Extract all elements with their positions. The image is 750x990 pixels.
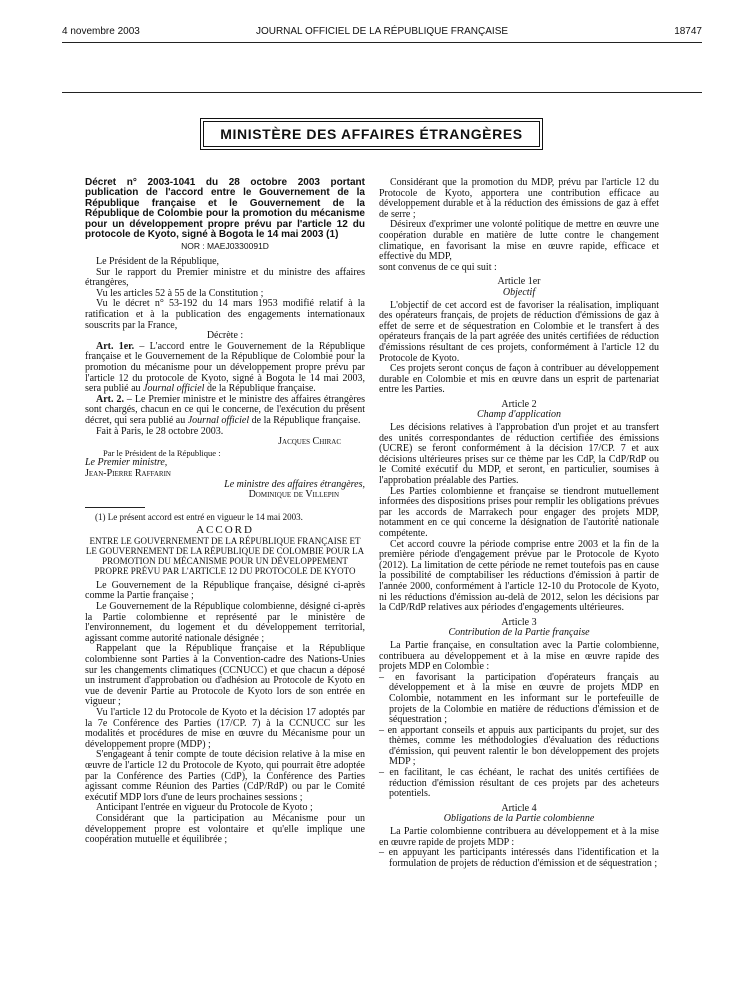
paragraph: Cet accord couvre la période comprise entre 2003 et la fin de la première période d'engagement prévue par le Protocole de Kyoto (2012). La limitation de cette période ne remet toutefois pas en cause la possibilité de comptabiliser les réductions d'émission à partir de l'année 2000, conformément à l'article 12-10 du Protocole de Kyoto, ni les réductions d'émission au-delà de 2012, selon les décisions par la CdP/RdP relatives aux périodes d'engagements ultérieures. (379, 538, 659, 614)
list-item: – en apportant conseils et appuis aux participants du projet, sur des thèmes, comme les méthodologies d'évaluation des réductions d'émission, qui peuvent ralentir le bon développement des projets MDP ; (379, 724, 659, 768)
journal-officiel-ref: Journal officiel (187, 414, 250, 426)
paragraph: La Partie colombienne contribuera au développement et à la mise en œuvre rapide de projets MDP : (379, 826, 659, 848)
done-at: Fait à Paris, le 28 octobre 2003. (96, 425, 224, 437)
article-3-subtitle: Contribution de la Partie française (448, 627, 590, 639)
list-item: – en appuyant les participants intéressés dans l'identification et la formulation de projets de réduction d'émission et de séquestration ; (379, 847, 659, 869)
article-2-heading: Article 2 (501, 398, 537, 410)
nor-reference: NOR : MAEJ0330091D (181, 241, 269, 252)
by-the-president: Par le Président de la République : (103, 447, 221, 458)
section-rule (62, 92, 702, 93)
decrete-heading: Décrète : (206, 330, 244, 342)
right-column (379, 178, 659, 869)
paragraph: Vu l'article 12 du Protocole de Kyoto et la décision 17 adoptés par la 7e Conférence des Parties (17/CP. 7) à la CCNUCC sur les modalités et procédures de mise en œuvre du Mécanisme pour un développement propre (MDP) ; (85, 707, 365, 750)
paragraph: Vu les articles 52 à 55 de la Constitution ; (96, 287, 264, 299)
page-header (62, 26, 702, 40)
signature-president: Jacques Chirac (278, 436, 341, 448)
paragraph: Le Gouvernement de la République française, désigné ci-après comme la Partie française ; (85, 579, 365, 602)
paragraph: Les Parties colombienne et française se tiendront mutuellement informées des dispositions prises pour remplir les obligations prévues par les accords de Marrakech pour engager des projets MDP, notamment en ce qui concerne la désignation de l'autorité nationale compétente. (379, 485, 659, 539)
paragraph: Considérant que la promotion du MDP, prévu par l'article 12 du Protocole de Kyoto, apportera une contribution efficace au développement durable et à la réduction des émissions de gaz à effet de serre ; (379, 177, 659, 220)
header-rule (62, 42, 702, 43)
paragraph: Rappelant que la République française et la République colombienne sont Parties à la Convention-cadre des Nations-Unies sur les changements climatiques (CCNUCC) et que chacun a déposé un instrument d'approbation ou d'adhésion au Protocole de Kyoto en vue de devenir Partie au Protocole de Kyoto lors de son entrée en vigueur ; (85, 643, 365, 708)
prime-minister-name: Jean-Pierre Raffarin (85, 467, 171, 479)
paragraph: Vu le décret n° 53-192 du 14 mars 1953 modifié relatif à la ratification et à la publication des engagements internationaux souscrits par la France, (85, 298, 365, 331)
paragraph: S'engageant à tenir compte de toute décision relative à la mise en œuvre de l'article 12 du Protocole de Kyoto, qui pourrait être adoptée par la Conférence des Parties (CdP), la Conférence des Parties agissant comme Réunion des Parties (CdP/RdP) ou par le Comité exécutif MDP lors d'une de leurs prochaines sessions ; (85, 749, 365, 803)
paragraph: Le Président de la République, (96, 256, 220, 268)
ministry-heading: MINISTÈRE DES AFFAIRES ÉTRANGÈRES (200, 118, 543, 150)
decree-title: Décret n° 2003-1041 du 28 octobre 2003 portant publication de l'accord entre le Gouvernement de la République française et le Gouvernement de la République de Colombie pour la promotion du mécanisme pour un développement propre prévu par l'article 12 du protocole de Kyoto, signé à Bogota le 14 mai 2003 (1) (85, 177, 365, 241)
paragraph: La Partie française, en consultation avec la Partie colombienne, contribuera au développement et à la mise en œuvre rapide des projets MDP en Colombie : (379, 639, 659, 673)
article-1-paragraph (85, 342, 365, 395)
list-item: – en facilitant, le cas échéant, le rachat des unités certifiées de réduction d'émission résultant de ces projets par des acheteurs potentiels. (379, 767, 659, 800)
footnote-rule (85, 507, 145, 508)
journal-officiel-ref: Journal officiel (143, 383, 205, 395)
footnote: (1) Le présent accord est entré en vigueur le 14 mai 2003. (95, 511, 303, 522)
article-1-subtitle: Objectif (502, 286, 536, 298)
paragraph: Le Gouvernement de la République colombienne, désigné ci-après la Partie colombienne et représenté par le ministère de l'environnement, du logement et du développement territorial, agissant comme autorité nationale désignée ; (85, 601, 365, 644)
article-2-text: – Le Premier ministre et le ministre des affaires étrangères sont chargés, chacun en ce qui le concerne, de l'exécution du présent décret, qui sera publié au (85, 393, 365, 426)
header-date: 4 novembre 2003 (62, 26, 140, 37)
article-2-subtitle: Champ d'application (476, 409, 562, 421)
article-1-text: – L'accord entre le Gouvernement de la République française et le Gouvernement de la République de Colombie pour la promotion du mécanisme pour un développement propre prévu par l'article 12 du protocole de Kyoto, signé à Bogota le 14 mai 2003, sera publié au (85, 340, 365, 395)
prime-minister-title: Le Premier ministre, (85, 457, 168, 469)
paragraph: Sur le rapport du Premier ministre et du ministre des affaires étrangères, (85, 266, 365, 289)
paragraph: Anticipant l'entrée en vigueur du Protocole de Kyoto ; (96, 802, 313, 814)
article-4-heading: Article 4 (501, 802, 537, 814)
article-2-label: Art. 2. (96, 393, 124, 405)
paragraph: Ces projets seront conçus de façon à contribuer au développement durable en Colombie et mis en œuvre dans un esprit de partenariat entre les Parties. (379, 363, 659, 396)
article-1-label: Art. 1er. (96, 340, 135, 352)
article-3-heading: Article 3 (501, 616, 537, 628)
paragraph: L'objectif de cet accord est de favoriser la réalisation, impliquant des opérateurs français, de projets de réduction d'émissions de gaz à effet de serre et de séquestration en Colombie et le transfert à des opérateurs français de la part agréée des unités certifiées de réduction d'émissions résultant de ces projets, conformément à l'article 12 du Protocole de Kyoto. (379, 299, 659, 364)
minister-title: Le ministre des affaires étrangères, (224, 478, 365, 490)
header-page-number: 18747 (674, 26, 702, 37)
header-journal-title: JOURNAL OFFICIEL DE LA RÉPUBLIQUE FRANÇAISE (255, 26, 509, 37)
paragraph: sont convenus de ce qui suit : (379, 261, 497, 273)
article-1-end: de la République française. (204, 383, 316, 395)
paragraph: Considérant que la participation au Mécanisme pour un développement propre est volontaire et qu'elle implique une coopération mutuelle et équilibrée ; (85, 812, 365, 846)
article-2-end: de la République française. (249, 414, 361, 426)
article-2-paragraph (85, 395, 365, 427)
article-1-heading: Article 1er (497, 276, 541, 288)
minister-name: Dominique de Villepin (248, 489, 339, 501)
article-4-subtitle: Obligations de la Partie colombienne (443, 813, 595, 825)
accord-heading: ACCORD (196, 524, 254, 537)
list-item: – en favorisant la participation d'opérateurs français au développement et à la mise en œuvre de projets MDP en Colombie, notamment en les informant sur le portefeuille de projets de la Colombie en matière de réductions d'émission et de séquestration ; (379, 671, 659, 726)
paragraph: Les décisions relatives à l'approbation d'un projet et au transfert des unités correspondantes de réduction certifiée des émissions (UCRE) se feront conformément à la décision 17/CP. 7 et aux décisions ultérieures prises sur ce thème par les CdP, la CdP/RdP ou le Comité exécutif du MDP, et seront, en particulier, soumises à l'approbation préalable des Parties. (379, 422, 659, 487)
accord-title: ENTRE LE GOUVERNEMENT DE LA RÉPUBLIQUE FRANÇAISE ET LE GOUVERNEMENT DE LA RÉPUBLIQUE DE COLOMBIE POUR LA PROMOTION DU MÉCANISME POUR UN DÉVELOPPEMENT PROPRE PRÉVU PAR L'ARTICLE 12 DU PROTOCOLE DE KYOTO (85, 535, 365, 576)
paragraph: Désireux d'exprimer une volonté politique de mettre en œuvre une coopération durable en matière de lutte contre le changement climatique, en favorisant la mise en œuvre rapide, efficace et effective du MDP, (379, 219, 659, 263)
left-column (85, 178, 365, 846)
